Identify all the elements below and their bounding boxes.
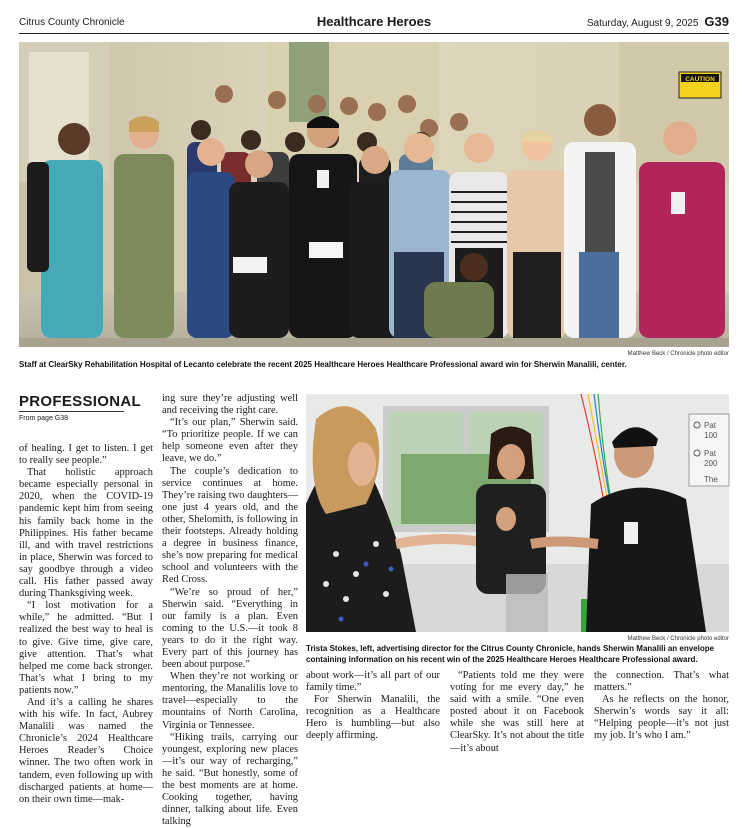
publication-name: Citrus County Chronicle (19, 17, 125, 28)
article-column-3 (306, 670, 440, 754)
section-title: Healthcare Heroes (316, 14, 432, 29)
sign-line: Pat (704, 421, 717, 430)
group-photo (19, 42, 729, 347)
article-column-4 (450, 670, 584, 754)
article-kicker: PROFESSIONAL (19, 393, 141, 410)
jump-from-line: From page G38 (19, 415, 69, 422)
photo2-credit: Matthew Beck / Chronicle photo editor (627, 636, 729, 642)
photo1-credit: Matthew Beck / Chronicle photo editor (627, 351, 729, 357)
page-number: G39 (704, 14, 729, 29)
caution-sign-text: CAUTION (685, 76, 715, 83)
kicker-rule (19, 411, 124, 412)
sign-line: The (704, 475, 718, 484)
paragraph: And it’s a calling he shares with his wife. In fact, Aubrey Manalili was named the Chronicle’s 2024 Healthcare Heroes Reader’s Choice winner. The two often work in tandem, even following up with discharged patients at home—on their own time—mak- (19, 696, 153, 805)
paragraph: “Hiking trails, carrying our youngest, exploring new places—it’s our way of recharging,” he said. “But honestly, some of the best moments are at home. Cooking together, having dinner, talking about life. Even talking (162, 731, 298, 828)
award-photo-illustration (306, 394, 729, 632)
paragraph: the connection. That’s what matters.” (594, 670, 729, 694)
date-page-block (587, 14, 729, 29)
paragraph: That holistic approach became especially personal in 2020, when the COVID-19 pandemic kept him from seeing his family back home in the Philippines. His father became ill, and with travel restrictions in place, Sherwin was forced to say goodbye through a video call. His father passed away during Thanksgiving week. (19, 467, 153, 600)
paragraph: The couple’s dedication to service continues at home. They’re raising two daughters—one just 4 years old, and the other, Shelomith, is following in their footsteps. Already holding a degree in business finance, she’s now preparing for medical school and volunteers with the Red Cross. (162, 465, 298, 586)
paragraph: “Patients told me they were voting for me every day,” he said with a smile. “One even posted about it on Facebook while she was still here at ClearSky. It’s not about the title—it’s about (450, 670, 584, 754)
award-photo (306, 394, 729, 632)
paragraph: For Sherwin Manalili, the recognition as a Healthcare Hero is humbling—but also deeply affirming. (306, 694, 440, 742)
paragraph: As he reflects on the honor, Sherwin’s words say it all: “Helping people—it’s not just my job. It’s who I am.” (594, 694, 729, 742)
issue-date: Saturday, August 9, 2025 (586, 18, 699, 29)
group-photo-illustration (19, 42, 729, 347)
sign-line: Pat (704, 449, 717, 458)
paragraph: “We’re so proud of her,” Sherwin said. “Everything in our family is a plan. Even coming to the U.S.—it took 8 years to do it the right way. Every part of this journey has been about purpose.” (162, 586, 298, 671)
article-column-5 (594, 670, 729, 754)
photo1-caption: Staff at ClearSky Rehabilitation Hospital of Lecanto celebrate the recent 2025 Healthcare Heroes Healthcare Professional award win for Sherwin Manalili, center. (19, 360, 627, 369)
sign-line: 100 (704, 431, 718, 440)
paragraph: about work—it’s all part of our family time.” (306, 670, 440, 694)
header-rule (19, 33, 729, 34)
article-column-2 (162, 393, 298, 828)
article-column-1 (19, 443, 153, 805)
photo2-caption: Trista Stokes, left, advertising director for the Citrus County Chronicle, hands Sherwin Manalili an envelope containing information on his recent win of the 2025 Healthcare Heroes Healthcare Professional award. (306, 644, 715, 664)
paragraph: “It’s our plan,” Sherwin said. “To prioritize people. If we can help someone even after they leave, we do.” (162, 417, 298, 465)
paragraph: of healing. I get to listen. I get to really see people.” (19, 443, 153, 467)
sign-line: 200 (704, 459, 718, 468)
paragraph: ing sure they’re adjusting well and receiving the right care. (162, 393, 298, 417)
paragraph: When they’re not working or mentoring, the Manalilis love to travel—especially to the mountains of North Carolina, Virginia or Tennessee. (162, 671, 298, 731)
paragraph: “I lost motivation for a while,” he admitted. “But I realized the best way to heal is to give. Give time, give care, give attention. That’s what helped me come back stronger. That’s what I bring to my patients now.” (19, 600, 153, 696)
